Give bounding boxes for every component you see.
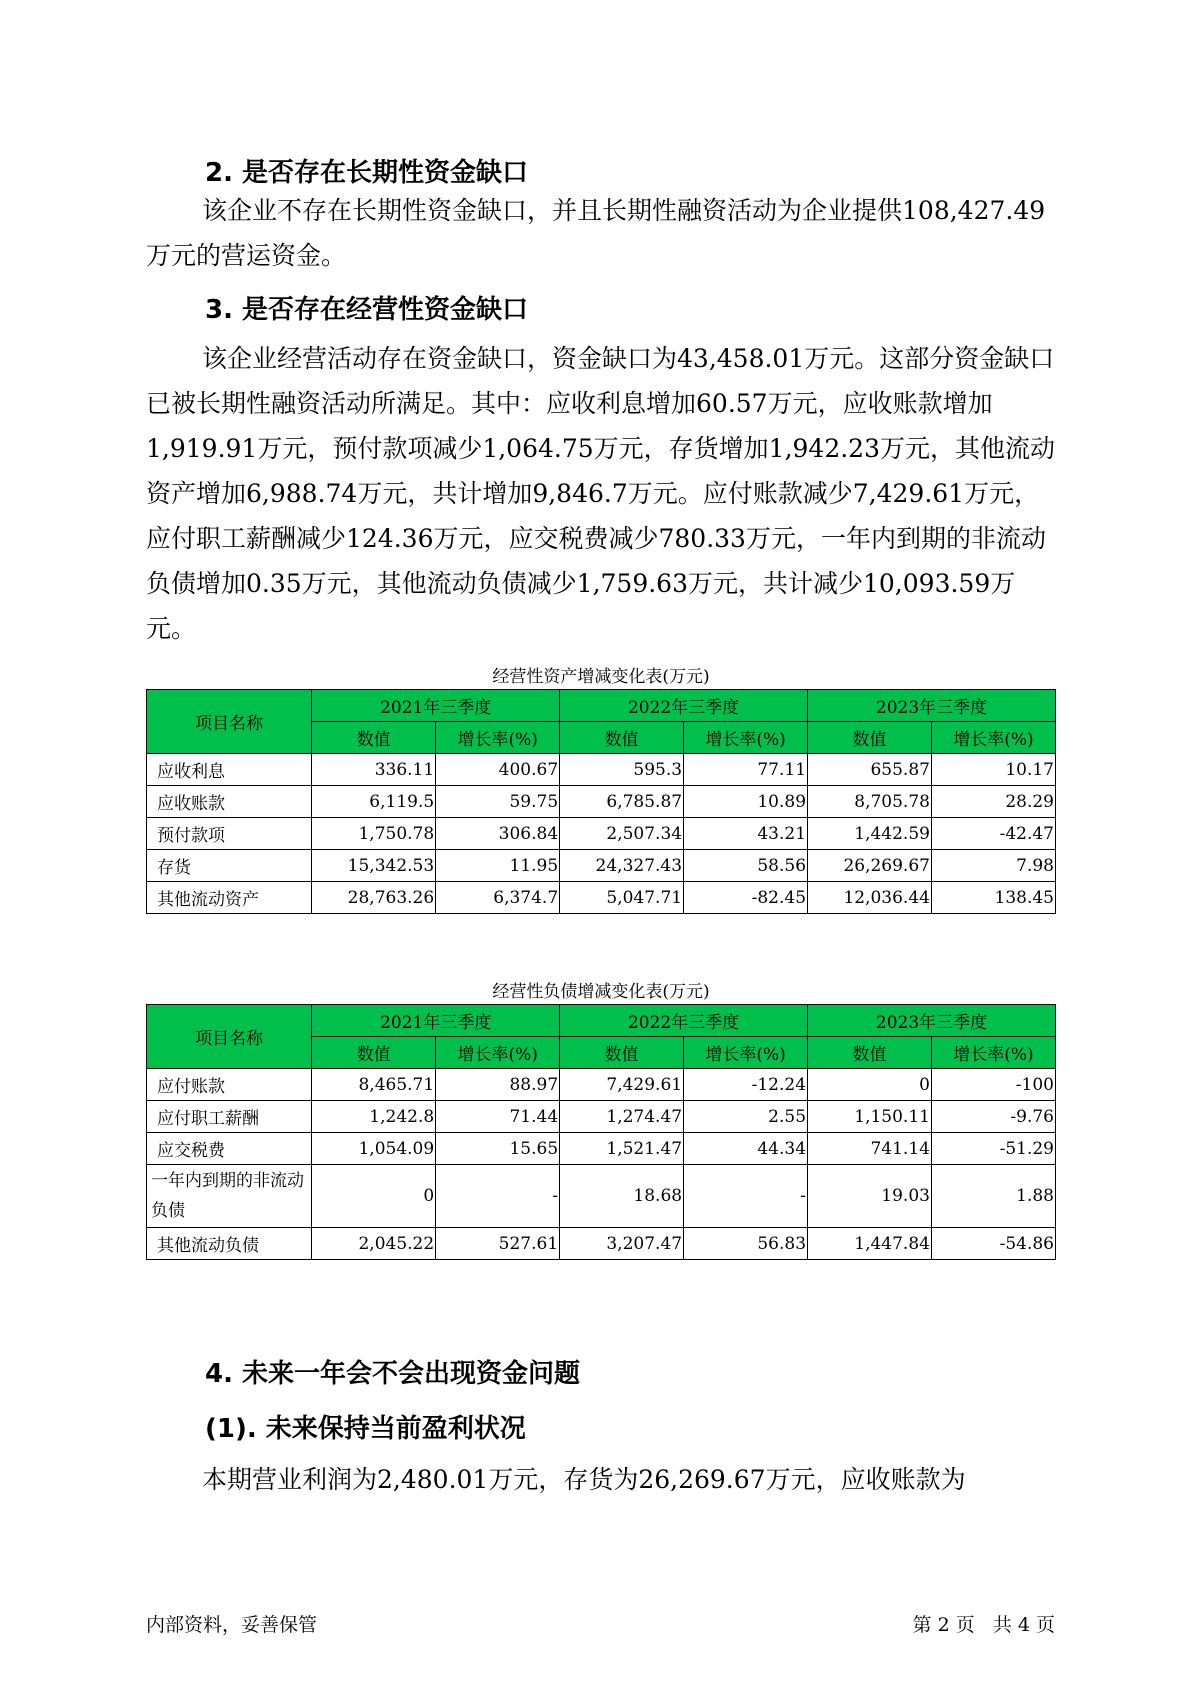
value-cell: 5,047.71	[560, 882, 684, 914]
growth-rate-cell: 10.89	[684, 786, 808, 818]
value-cell: 28,763.26	[312, 882, 436, 914]
header-growth-rate: 增长率(%)	[931, 1037, 1055, 1069]
table-row	[147, 1165, 1056, 1228]
value-cell: 3,207.47	[560, 1228, 684, 1260]
table-row	[147, 1101, 1056, 1133]
value-cell: 24,327.43	[560, 850, 684, 882]
value-cell: 18.68	[560, 1165, 684, 1228]
subsection-heading-current-profit: (1). 未来保持当前盈利状况	[205, 1414, 526, 1444]
header-item-name: 项目名称	[147, 690, 312, 754]
value-cell: 741.14	[808, 1133, 932, 1165]
table-row	[147, 850, 1056, 882]
table-caption-liabilities: 经营性负债增减变化表(万元)	[492, 982, 710, 1002]
growth-rate-cell: 59.75	[436, 786, 560, 818]
header-value: 数值	[312, 1037, 436, 1069]
growth-rate-cell: -100	[931, 1069, 1055, 1101]
growth-rate-cell: 11.95	[436, 850, 560, 882]
growth-rate-cell: 44.34	[684, 1133, 808, 1165]
growth-rate-cell: -12.24	[684, 1069, 808, 1101]
row-label: 应付职工薪酬	[147, 1101, 312, 1133]
growth-rate-cell: 88.97	[436, 1069, 560, 1101]
growth-rate-cell: 6,374.7	[436, 882, 560, 914]
section-heading-operating-gap: 3. 是否存在经营性资金缺口	[205, 295, 529, 325]
growth-rate-cell: 138.45	[931, 882, 1055, 914]
growth-rate-cell: 7.98	[931, 850, 1055, 882]
paragraph-current-profit: 本期营业利润为2,480.01万元，存货为26,269.67万元，应收账款为	[202, 1465, 966, 1494]
operating-assets-table	[146, 689, 1056, 914]
growth-rate-cell: -	[436, 1165, 560, 1228]
row-label: 应交税费	[147, 1133, 312, 1165]
header-growth-rate: 增长率(%)	[684, 722, 808, 754]
growth-rate-cell: 306.84	[436, 818, 560, 850]
value-cell: 15,342.53	[312, 850, 436, 882]
header-value: 数值	[560, 722, 684, 754]
value-cell: 1,242.8	[312, 1101, 436, 1133]
growth-rate-cell: 15.65	[436, 1133, 560, 1165]
growth-rate-cell: 527.61	[436, 1228, 560, 1260]
growth-rate-cell: 10.17	[931, 754, 1055, 786]
row-label: 其他流动负债	[147, 1228, 312, 1260]
row-label: 预付款项	[147, 818, 312, 850]
table-row	[147, 754, 1056, 786]
growth-rate-cell: -54.86	[931, 1228, 1055, 1260]
growth-rate-cell: -42.47	[931, 818, 1055, 850]
row-label: 应收账款	[147, 786, 312, 818]
value-cell: 19.03	[808, 1165, 932, 1228]
header-period: 2021年三季度	[312, 1005, 560, 1037]
value-cell: 1,521.47	[560, 1133, 684, 1165]
value-cell: 8,705.78	[808, 786, 932, 818]
row-label: 应付账款	[147, 1069, 312, 1101]
header-period: 2023年三季度	[808, 1005, 1056, 1037]
growth-rate-cell: 71.44	[436, 1101, 560, 1133]
row-label: 一年内到期的非流动负债	[147, 1165, 312, 1228]
footer-confidential-note: 内部资料，妥善保管	[146, 1614, 318, 1636]
growth-rate-cell: 400.67	[436, 754, 560, 786]
growth-rate-cell: -	[684, 1165, 808, 1228]
growth-rate-cell: 58.56	[684, 850, 808, 882]
value-cell: 1,054.09	[312, 1133, 436, 1165]
value-cell: 7,429.61	[560, 1069, 684, 1101]
value-cell: 1,150.11	[808, 1101, 932, 1133]
header-value: 数值	[312, 722, 436, 754]
table-row	[147, 882, 1056, 914]
growth-rate-cell: 43.21	[684, 818, 808, 850]
row-label: 其他流动资产	[147, 882, 312, 914]
section-heading-long-term-gap: 2. 是否存在长期性资金缺口	[205, 158, 529, 188]
operating-liabilities-table	[146, 1004, 1056, 1260]
growth-rate-cell: -51.29	[931, 1133, 1055, 1165]
growth-rate-cell: 56.83	[684, 1228, 808, 1260]
table-row	[147, 1069, 1056, 1101]
value-cell: 1,447.84	[808, 1228, 932, 1260]
value-cell: 2,045.22	[312, 1228, 436, 1260]
footer-page-number: 第 2 页 共 4 页	[912, 1614, 1055, 1636]
value-cell: 8,465.71	[312, 1069, 436, 1101]
header-value: 数值	[808, 1037, 932, 1069]
paragraph-long-term-gap: 该企业不存在长期性资金缺口，并且长期性融资活动为企业提供108,427.49万元的营运资金。	[146, 196, 1046, 270]
header-growth-rate: 增长率(%)	[436, 722, 560, 754]
value-cell: 6,785.87	[560, 786, 684, 818]
value-cell: 1,442.59	[808, 818, 932, 850]
table-row	[147, 818, 1056, 850]
header-period: 2021年三季度	[312, 690, 560, 722]
growth-rate-cell: -82.45	[684, 882, 808, 914]
value-cell: 6,119.5	[312, 786, 436, 818]
header-period: 2022年三季度	[560, 1005, 808, 1037]
header-period: 2023年三季度	[808, 690, 1056, 722]
table-row	[147, 1133, 1056, 1165]
value-cell: 0	[312, 1165, 436, 1228]
value-cell: 655.87	[808, 754, 932, 786]
header-period: 2022年三季度	[560, 690, 808, 722]
value-cell: 1,750.78	[312, 818, 436, 850]
value-cell: 2,507.34	[560, 818, 684, 850]
growth-rate-cell: 28.29	[931, 786, 1055, 818]
row-label: 应收利息	[147, 754, 312, 786]
header-value: 数值	[808, 722, 932, 754]
growth-rate-cell: 77.11	[684, 754, 808, 786]
growth-rate-cell: 1.88	[931, 1165, 1055, 1228]
header-growth-rate: 增长率(%)	[684, 1037, 808, 1069]
header-value: 数值	[560, 1037, 684, 1069]
growth-rate-cell: 2.55	[684, 1101, 808, 1133]
header-growth-rate: 增长率(%)	[436, 1037, 560, 1069]
value-cell: 26,269.67	[808, 850, 932, 882]
value-cell: 12,036.44	[808, 882, 932, 914]
section-heading-future-funding: 4. 未来一年会不会出现资金问题	[205, 1359, 581, 1389]
value-cell: 1,274.47	[560, 1101, 684, 1133]
header-growth-rate: 增长率(%)	[931, 722, 1055, 754]
value-cell: 595.3	[560, 754, 684, 786]
row-label: 存货	[147, 850, 312, 882]
header-item-name: 项目名称	[147, 1005, 312, 1069]
value-cell: 336.11	[312, 754, 436, 786]
table-caption-assets: 经营性资产增减变化表(万元)	[492, 667, 710, 687]
growth-rate-cell: -9.76	[931, 1101, 1055, 1133]
paragraph-operating-gap: 该企业经营活动存在资金缺口，资金缺口为43,458.01万元。这部分资金缺口已被长期性融资活动所满足。其中：应收利息增加60.57万元，应收账款增加1,919.91万元，预付款项减少1,064.75万元，存货增加1,942.23万元，其他流动资产增加6,988.74万元，共计增加9,846.7万元。应付账款减少7,429.61万元，应付职工薪酬减少124.36万元，应交税费减少780.33万元，一年内到期的非流动负债增加0.35万元，其他流动负债减少1,759.63万元，共计减少10,093.59万元。	[146, 344, 1055, 643]
value-cell: 0	[808, 1069, 932, 1101]
table-row	[147, 786, 1056, 818]
table-row	[147, 1228, 1056, 1260]
